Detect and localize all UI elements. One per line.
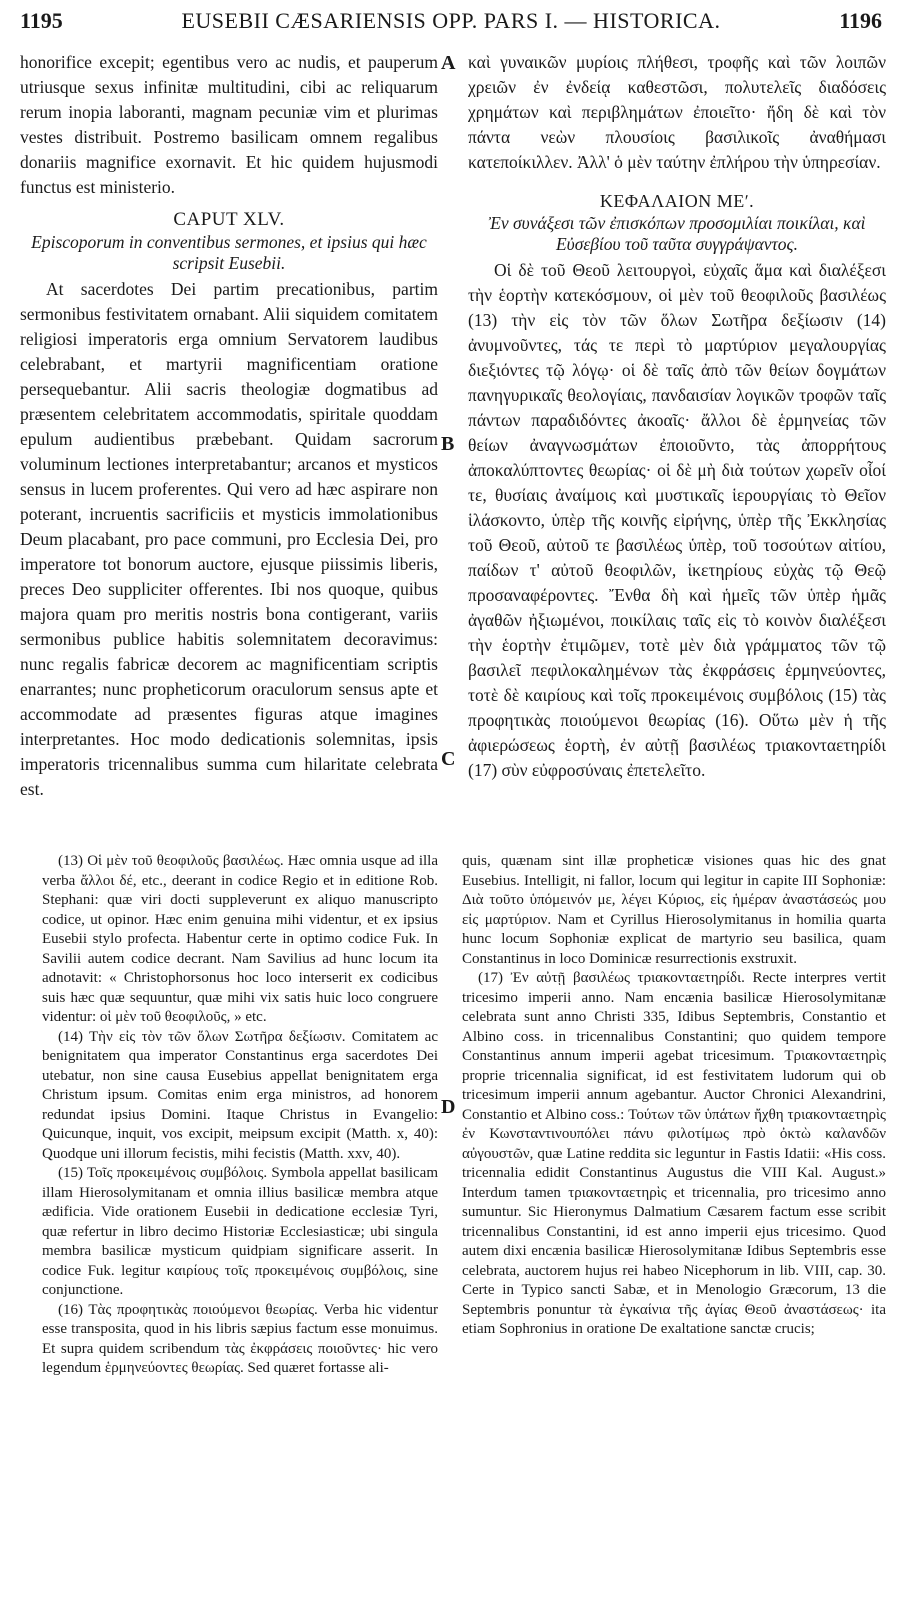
greek-body-paragraph: Οἱ δὲ τοῦ Θεοῦ λειτουργοὶ, εὐχαῖς ἅμα καὶ διαλέξεσι τὴν ἑορτὴν κατεκόσμουν, οἱ μὲν τοῦ θεοφιλοῦς βασιλέως (13) τὴν εἰς τὸν τῶν ὅλων Σωτῆρα δεξίωσιν (14) ἀνυμνοῦντες, τάς τε περὶ τὸ μαρτύριον μεγαλουργίας διεξιόντες τῷ λόγῳ· οἱ δὲ ταῖς ἀπὸ τῶν θείων δογμάτων πανηγυρικαῖς θεολογίαις, πανδαισίαν λογικῶν τροφῶν ταῖς πάντων παραδιδόντες ἀκοαῖς· ἄλλοι δὲ ἑρμηνείας τῶν θείων ἀναγνωσμάτων ἐποιοῦντο, τὰς ἀπορρήτους ἀποκαλύπτοντες θεωρίας· οἱ δὲ μὴ διὰ τούτων χωρεῖν οἷοί τε, θυσίαις ἀναίμοις καὶ μυστικαῖς ἱερουργίαις τὸ Θεῖον ἱλάσκοντο, ὑπὲρ τῆς κοινῆς εἰρήνης, ὑπὲρ τῆς Ἐκκλησίας τοῦ Θεοῦ, αὐτοῦ τε βασιλέως ὑπὲρ, τοῦ τοσούτων αἰτίου, παίδων τ' αὐτοῦ θεοφιλῶν, ἱκετηρίους εὐχὰς τῷ Θεῷ προσαναφέροντες. Ἔνθα δὴ καὶ ἡμεῖς τῶν ὑπὲρ ἡμᾶς ἀγαθῶν ἠξιωμένοι, ποικίλαις ταῖς εἰς τὸ κοινὸν διαλέξεσι τὴν ἑορτὴν ἐτιμῶμεν, τοτὲ μὲν διὰ γράμματος τῶν τῷ βασιλεῖ πεφιλοκαλημένων τὰς ἐκφράσεις ἑρμηνεύοντες, τοτὲ δὲ καιρίους καὶ τοῖς προκειμένοις συμβόλοις (15) τὰς προφητικὰς ποιούμενοι θεωρίας (16). Οὕτω μὲν ἡ τῆς ἀφιερώσεως ἑορτὴ, ἐν αὐτῇ βασιλέως τριακονταετηρίδι (17) σὺν εὐφροσύναις ἐπετελεῖτο. bbox=[468, 260, 886, 780]
footnote-continuation: quis, quænam sint illæ propheticæ visiones quas hic des gnat Eusebius. Intelligit, ni fallor, locum qui legitur in capite III Sophoniæ: Διὰ τοῦτο ὑπόμεινόν με, λέγει Κύριος, εἰς ἡμέραν ἀναστάσεώς μου εἰς μαρτύριον. Nam et Cyrillus Hierosolymitanus in homilia quarta hunc locum Sophoniæ explicat de martyrio seu basilica, quam Constantinus in loco Dominicæ resurrectionis exstruxit. bbox=[462, 853, 886, 967]
footnote: (13) Οἱ μὲν τοῦ θεοφιλοῦς βασιλέως. Hæc omnia usque ad illa verba ἄλλοι δέ, etc., deerant in codice Regio et in editione Rob. Stephani: quæ viri docti suppleverunt ex aliquo manuscripto codice, ut opinor. Hæc enim genuina mihi videntur, et ex ipsius Eusebii stylo profecta. Habentur certe in optimo codice Fuk. In Savilii autem codice decrant. Nam Savilius ad hunc locum ita adnotavit: « Christophorsonus hoc loco interserit ex codicibus suis hæc quæ sequuntur, quæ mihi vix satis huic loco congruere videntur: οἱ μὲν τοῦ θεοφιλοῦς, » etc. bbox=[42, 853, 438, 1025]
latin-intro-paragraph: honorifice excepit; egentibus vero ac nudis, et pauperum utriusque sexus infinitæ multitudini, cibi ac reliquarum rerum inopia laboranti, magnam pecuniæ vim et plurimas vestes distribuit. Postremo basilicam omnem regalibus donariis magnifice exornavit. Et hic quidem hujusmodi functus est ministerio. bbox=[20, 52, 438, 197]
right-page-number: 1196 bbox=[839, 8, 882, 33]
margin-letter-c: C bbox=[441, 748, 456, 770]
greek-intro-paragraph: καὶ γυναικῶν μυρίοις πλήθεσι, τροφῆς καὶ τῶν λοιπῶν χρειῶν ἐν ἐνδείᾳ καθεστῶσι, πολυτελεῖς διαδόσεις χρημάτων καὶ περιβλημάτων ἐποιεῖτο· ἤδη δὲ καὶ τὸν πάντα νεὼν πλουσίοις βασιλικοῖς ἀναθήμασι κατεποίκιλλεν. Ἀλλ' ὁ μὲν ταύτην ἐπλήρου τὴν ὑπηρεσίαν. bbox=[468, 52, 886, 172]
latin-chapter-subtitle: Episcoporum in conventibus sermones, et ipsius qui hæc scripsit Eusebii. bbox=[31, 232, 427, 273]
latin-body-paragraph: At sacerdotes Dei partim precationibus, partim sermonibus festivitatem ornabant. Alii siquidem comitatem religiosi imperatoris erga omnium Servatorem laudibus celebrabant, et martyrii magnificentiam oratione persequebantur. Alii sacris theologiæ dogmatibus ad præsentem celebritatem accommodatis, spiritale quoddam epulum audientibus præbebant. Quidam sacrorum voluminum lectiones interpretabantur; arcanos et mysticos sensus in lucem proferentes. Qui vero ad hæc aspirare non poterant, incruentis sacrificiis et mysticis immolationibus Deum placabant, pro pace communi, pro Ecclesia Dei, pro imperatore tot bonorum auctore, ejusque piissimis liberis, preces Deo suppliciter offerentes. Ibi nos quoque, quibus majora quam pro meritis nostris bona contigerant, variis sermonibus publice habitis solemnitatem decoravimus: nunc regalis fabricæ decorem ac magnificentiam scriptis enarrantes; nunc propheticorum oraculorum sensus apte et accommodate ad præsentes figuras atque imagines interpretantes. Hoc modo dedicationis solemnitas, ipsis imperatoris tricennalibus summa cum hilaritate celebrata est. bbox=[20, 279, 438, 799]
footnote: (14) Τὴν εἰς τὸν τῶν ὅλων Σωτῆρα δεξίωσιν. Comitatem ac benignitatem qua imperator Constantinus erga sacerdotes Dei utebatur, non sine causa Eusebius appellat benignitatem erga Christum ipsum. Comitas enim erga ministros, ad honorem redundat ipsius Domini. Itaque Christus in Evangelio: Quicunque, inquit, vos excipit, meipsum excipit (Matth. x, 40): Quodque uni illorum fecistis, mihi fecistis (Matth. xxv, 40). bbox=[42, 1028, 438, 1162]
greek-chapter-subtitle: Ἐν συνάξεσι τῶν ἐπισκόπων προσομιλίαι ποικίλαι, καὶ Εὐσεβίου τοῦ ταῦτα συγγράψαντος. bbox=[488, 213, 866, 254]
margin-letter-b: B bbox=[441, 433, 455, 455]
running-header bbox=[20, 8, 882, 42]
footnote: (15) Τοῖς προκειμένοις συμβόλοις. Symbola appellat basilicam illam Hierosolymitanam et omnia illius basilicæ membra atque ædificia. Vide orationem Eusebii in dedicatione ecclesiæ Tyri, quæ refertur in libro decimo Historiæ Ecclesiasticæ; ubi singula membra basilicæ mysticum quidpiam significare asserit. In codice Fuk. legitur καιρίους τοῖς προκειμένοις συμβόλοις, sine conjunctione. bbox=[42, 1165, 438, 1298]
footnotes-right-column bbox=[462, 852, 886, 1340]
margin-letter-d: D bbox=[441, 1096, 456, 1118]
latin-chapter-title: CAPUT XLV. bbox=[173, 209, 285, 230]
margin-letter-a: A bbox=[441, 52, 456, 74]
greek-main-column bbox=[468, 50, 886, 783]
footnote: (16) Τὰς προφητικὰς ποιούμενοι θεωρίας. Verba hic videntur esse transposita, quod in his libris sæpius factum esse monuimus. Et supra quidem scribendum τὰς ἐκφράσεις ποιοῦντες· hic vero legendum ἑρμηνεύοντες θεωρίας. Sed quæret fortasse ali- bbox=[42, 1301, 438, 1376]
footnote: (17) Ἐν αὐτῇ βασιλέως τριακονταετηρίδι. Recte interpres vertit tricesimo imperii anno. Nam encænia basilicæ Hierosolymitanæ celebrata sunt anno Christi 335, Idibus Septembris, Constantio et Albino coss. in tricennalibus Constantini; quo quidem tempore Constantinus annum imperii agebat tricesimum. Τριακονταετηρὶς proprie tricennalia significat, id est festivitatem ludorum qui ob tricesimum imperii annum agebantur. Auctor Chronici Alexandrini, Constantio et Albino coss.: Τούτων τῶν ὑπάτων ἤχθη τριακονταετηρὶς ἐν Κωνσταντινουπόλει πάνυ φιλοτίμως πρὸ ὀκτὼ καλανδῶν αὐγουστῶν, quæ Latine reddita sic leguntur in Fastis Idatii: «His coss. tricennalia edidit Constantinus Augustus die VIII Kal. August.» Interdum tamen τριακονταετηρὶς et tricennalia, pro tricesimo anno sumuntur. Sic Hieronymus Dalmatium Cæsarem factum esse scribit tricennalibus Constantini, id est anno imperii ejus tricesimo. Quod autem dixi encænia basilicæ Hierosolymitanæ Idibus Septembris esse celebrata, auctorem hujus rei habeo Nicephorum in lib. VIII, cap. 30. Certe in Typico sancti Sabæ, et in Menologio Græcorum, 13 die Septembris ponuntur τὰ ἐγκαίνια τῆς ἁγίας Θεοῦ ἀναστάσεως· ita etiam Sophronius in oratione De exaltatione sanctæ crucis; bbox=[462, 970, 886, 1337]
running-title: EUSEBII CÆSARIENSIS OPP. PARS I. — HISTORICA. bbox=[181, 8, 721, 33]
greek-chapter-title: ΚΕΦΑΛΑΙΟΝ ΜΕʹ. bbox=[599, 191, 755, 211]
left-page-number: 1195 bbox=[20, 8, 63, 33]
latin-main-column bbox=[20, 50, 438, 802]
footnotes-left-column bbox=[42, 852, 438, 1379]
